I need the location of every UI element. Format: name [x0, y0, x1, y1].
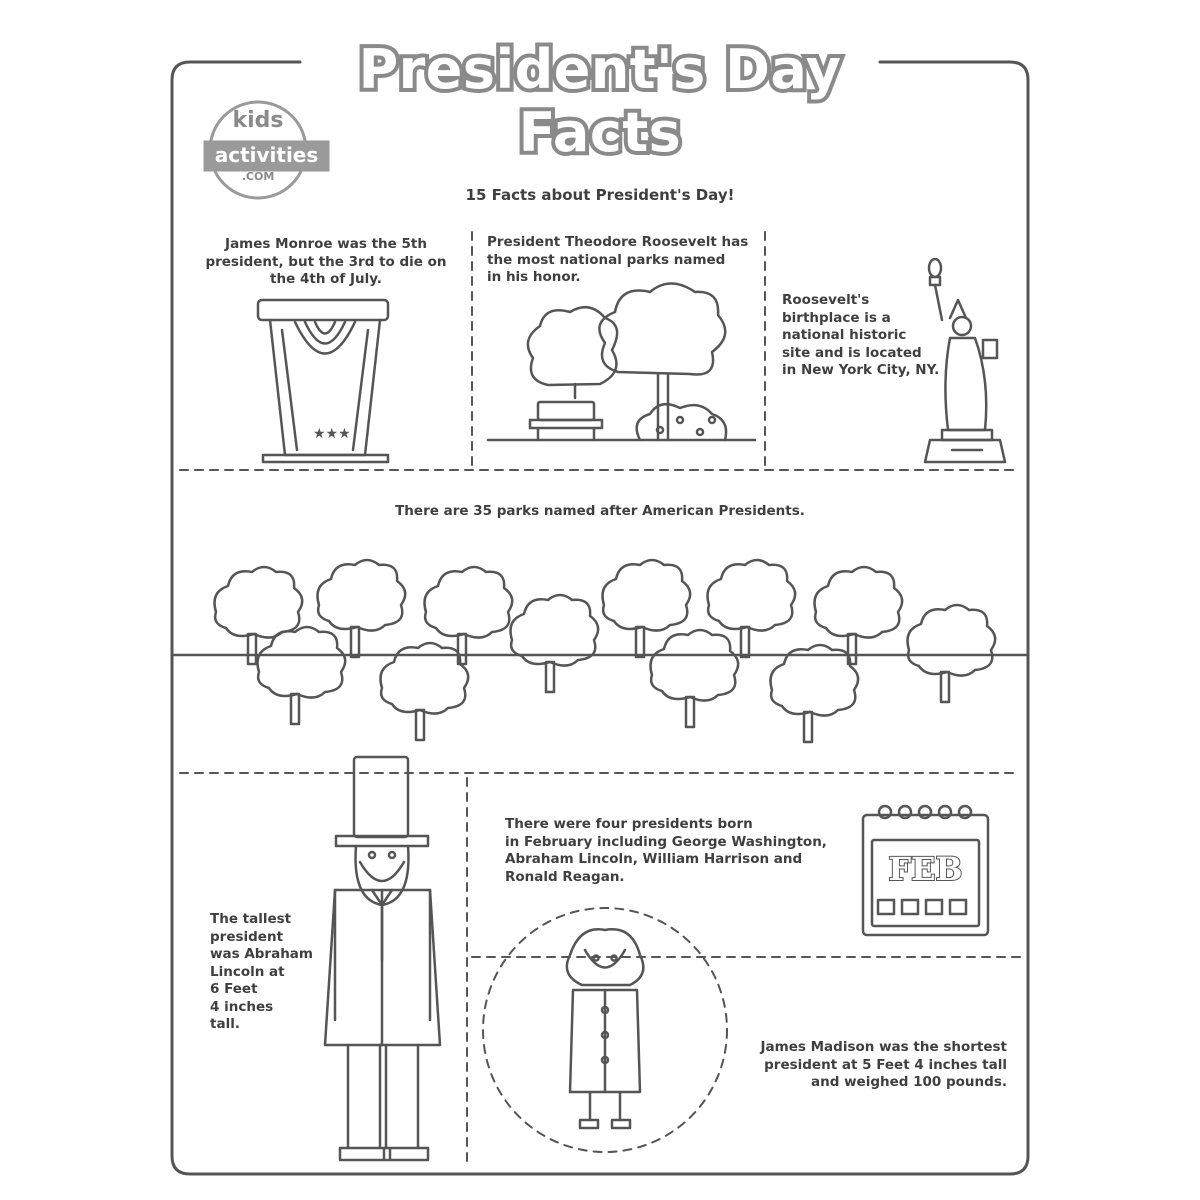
tree-trunk-icon — [351, 627, 359, 657]
madison-figure-icon — [567, 929, 643, 1128]
fact-roosevelt-parks: President Theodore Roosevelt has the most national parks named in his honor. — [487, 234, 749, 285]
tree-trunk-icon — [686, 697, 694, 727]
fact-roosevelt-birthplace: Roosevelt's birthplace is a national historic site and is located in New York City, NY. — [782, 292, 940, 378]
subtitle: 15 Facts about President's Day! — [465, 186, 735, 204]
tree-crown-icon — [815, 567, 903, 638]
svg-text:★★★: ★★★ — [313, 426, 351, 442]
tree-trunk-icon — [546, 662, 554, 692]
fact-lincoln: The tallest president was Abraham Lincoln at 6 Feet 4 inches tall. — [210, 911, 313, 1032]
tree-crown-icon — [708, 560, 796, 631]
tree-crown-icon — [318, 560, 406, 631]
fact-parks-count: There are 35 parks named after American Presidents. — [395, 503, 805, 519]
tree-crown-icon — [425, 567, 513, 638]
tree-row-icon — [215, 560, 996, 742]
lincoln-figure-icon — [325, 757, 440, 1160]
logo-word-activities: activities — [214, 143, 319, 167]
tree-crown-icon — [381, 643, 469, 714]
fact-monroe: James Monroe was the 5th president, but the 3rd to die on the 4th of July. — [205, 236, 447, 287]
tree-crown-icon — [651, 630, 739, 701]
tree-trunk-icon — [941, 672, 949, 702]
calendar-month-label: FEB — [888, 850, 963, 888]
logo-word-com: .COM — [241, 170, 275, 183]
page-title-line1: President's Day — [358, 38, 842, 101]
page-title-line2: Facts — [518, 101, 682, 164]
logo-word-kids: kids — [232, 108, 284, 133]
tree-trunk-icon — [416, 710, 424, 740]
tree-trunk-icon — [741, 627, 749, 657]
tree-trunk-icon — [248, 634, 256, 664]
tree-trunk-icon — [804, 712, 812, 742]
tree-crown-icon — [603, 560, 691, 631]
fact-madison: James Madison was the shortest president at 5 Feet 4 inches tall and weighed 100 pounds. — [760, 1039, 1007, 1090]
park-trees-icon — [488, 284, 755, 441]
tree-crown-icon — [908, 605, 996, 676]
fact-february: There were four presidents born in February including George Washington, Abraham Lincoln, William Harrison and Ronald Reagan. — [505, 816, 827, 885]
tree-trunk-icon — [291, 694, 299, 724]
podium-icon — [258, 300, 388, 462]
tree-trunk-icon — [636, 627, 644, 657]
tree-crown-icon — [215, 567, 303, 638]
